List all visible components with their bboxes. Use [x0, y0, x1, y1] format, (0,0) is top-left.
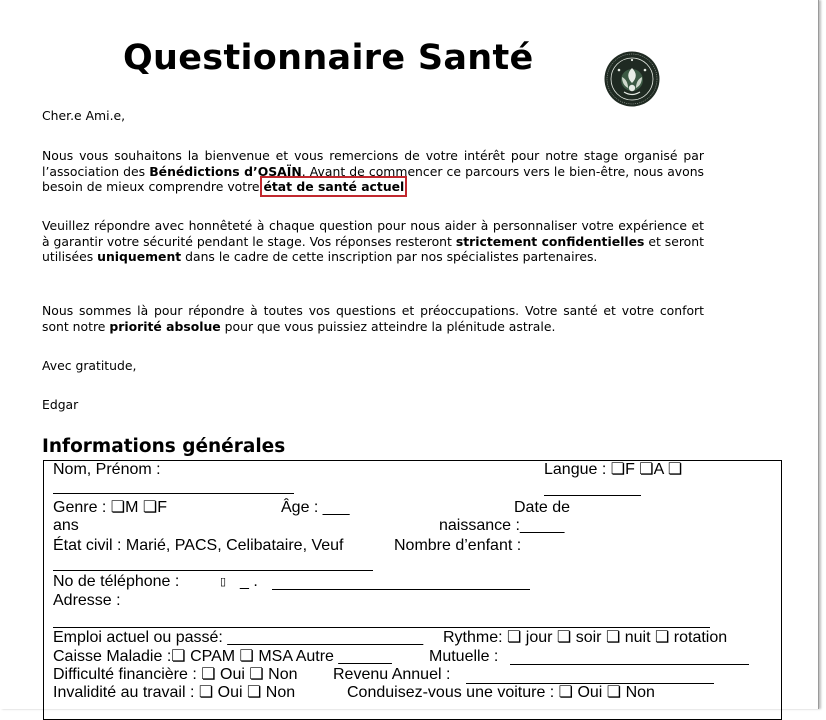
address-label: Adresse :: [53, 592, 121, 609]
honesty-text-1: Veuillez répondre avec honnêteté à chaque question pour nous aider à personnaliser votre expérience et à garantir votre sécurité pendant le stage. Vos réponses resteront: [42, 218, 704, 249]
closing: Avec gratitude,: [42, 358, 137, 373]
health-insurance-options[interactable]: Caisse Maladie :❏ CPAM ❏ MSA Autre ______: [53, 648, 392, 665]
driving-options[interactable]: Conduisez-vous une voiture : ❏ Oui ❏ Non: [347, 684, 655, 701]
section-title: Informations générales: [42, 436, 286, 457]
phone-glyph-icon: ▯: [220, 576, 227, 588]
work-rhythm-options[interactable]: Rythme: ❏ jour ❏ soir ❏ nuit ❏ rotation: [443, 629, 728, 646]
age-field[interactable]: Âge : ___: [281, 499, 350, 516]
name-field[interactable]: [53, 493, 294, 494]
mutual-insurance-field[interactable]: [510, 664, 749, 665]
uniquement-emphasis: uniquement: [97, 249, 182, 264]
marital-status-options[interactable]: État civil : Marié, PACS, Celibataire, Veuf: [53, 537, 344, 554]
honesty-text-3: dans le cadre de cette inscription par nos spécialistes partenaires.: [181, 249, 598, 264]
intro-text-2: . Avant de commencer ce parcours vers le bien-être, nous avons besoin de mieux comprendre votre: [42, 163, 705, 194]
name-label: Nom, Prénom :: [53, 461, 161, 478]
intro-text-1: Nous vous souhaitons la bienvenue et vous remercions de votre intérêt pour notre stage organisé par l’association des: [42, 148, 704, 179]
honesty-paragraph: [42, 218, 704, 265]
job-field[interactable]: Emploi actuel ou passé: ______________________: [53, 629, 424, 646]
birthdate-field[interactable]: naissance :_____: [439, 517, 565, 534]
phone-label: No de téléphone :: [53, 573, 180, 590]
intro-text-3: .: [404, 179, 409, 194]
priority-emphasis: priorité absolue: [109, 318, 221, 334]
birthdate-label-1: Date de: [514, 499, 571, 516]
intro-paragraph: [42, 148, 704, 195]
work-disability-options[interactable]: Invalidité au travail : ❏ Oui ❏ Non: [53, 684, 296, 701]
annual-income-label: Revenu Annuel :: [333, 666, 451, 683]
language-other-field[interactable]: [544, 495, 641, 496]
confidential-emphasis: strictement confidentielles: [455, 233, 645, 249]
greeting: Cher.e Ami.e,: [42, 108, 126, 123]
support-text-2: pour que vous puissiez atteindre la plénitude astrale.: [220, 318, 556, 334]
address-field[interactable]: [53, 627, 710, 628]
language-options[interactable]: Langue : ❏F ❏A ❏: [544, 461, 683, 478]
support-text-1: Nous sommes là pour répondre à toutes vos questions et préoccupations. Votre santé et votre confort sont notre: [42, 303, 704, 334]
phone-separator: _ .: [240, 573, 258, 590]
financial-difficulty-options[interactable]: Difficulté financière : ❏ Oui ❏ Non: [53, 666, 298, 683]
marital-status-line[interactable]: [53, 570, 373, 571]
phone-field[interactable]: [272, 589, 530, 590]
children-count-label: Nombre d’enfant :: [394, 537, 522, 554]
honesty-text-2: et seront utilisées: [42, 233, 704, 264]
highlighted-health-state: état de santé actuel: [263, 179, 405, 194]
association-name: Bénédictions d’OSAÏN: [149, 163, 302, 179]
page-title: Questionnaire Santé: [123, 38, 534, 78]
signature: Edgar: [42, 397, 79, 412]
association-seal-icon: [604, 51, 660, 107]
mutual-insurance-label: Mutuelle :: [429, 648, 499, 665]
gender-options[interactable]: Genre : ❏M ❏F: [53, 499, 168, 516]
support-paragraph: [42, 303, 704, 334]
age-unit: ans: [53, 517, 79, 534]
